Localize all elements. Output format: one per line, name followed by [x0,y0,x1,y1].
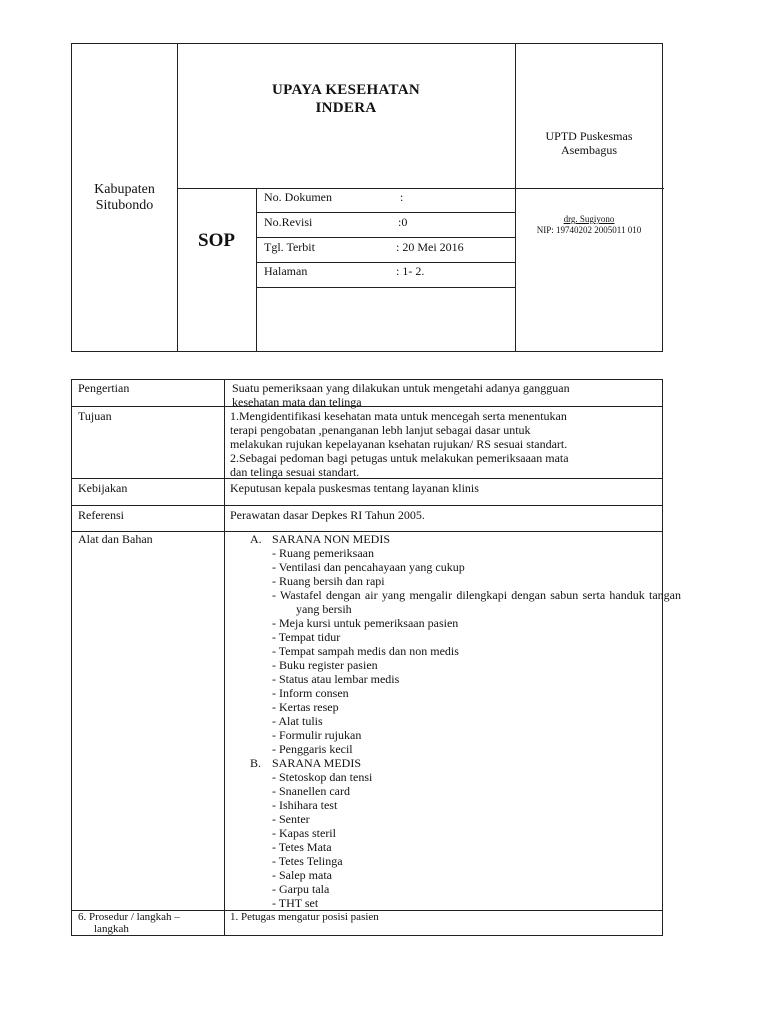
title-line: UPAYA KESEHATAN [271,82,420,98]
text-line: 1.Mengidentifikasi kesehatan mata untuk mencegah serta menentukan [230,409,567,423]
institution-line: UPTD Puskesmas [545,129,633,143]
text-line: melakukan rujukan kepelayanan ksehatan rujukan/ RS sesuai standart. [230,437,568,451]
row-label-kebijakan: Kebijakan [78,481,128,495]
meta-label: Halaman [264,264,308,278]
row-label-pengertian: Pengertian [78,381,130,395]
institution-name [515,129,663,157]
row-content-pengertian [232,381,659,409]
list-item: - Alat tulis [272,714,323,728]
text-line: terapi pengobatan ,penanganan lebh lanjut sebagai dasar untuk [230,423,531,437]
list-item: - Stetoskop dan tensi [272,770,373,784]
text-line: Suatu pemeriksaan yang dilakukan untuk mengetahi adanya gangguan [232,381,570,395]
meta-value: : [400,190,404,204]
list-item: - Formulir rujukan [272,728,362,742]
list-item: - Wastafel dengan air yang mengalir dilengkapi dengan sabun serta handuk tangan yang bersih [272,588,681,616]
list-item: - Tetes Mata [272,840,332,854]
list-item: - THT set [272,896,319,910]
document-title [177,81,515,117]
list-item: - Kapas steril [272,826,336,840]
list-item: - Tempat sampah medis dan non medis [272,644,459,658]
row-content-prosedur: 1. Petugas mengatur posisi pasien [230,911,379,923]
row-label-prosedur [78,911,223,935]
meta-value: :0 [398,215,408,229]
row-content-referensi: Perawatan dasar Depkes RI Tahun 2005. [230,508,425,522]
header-divider [177,188,664,189]
institution-line: Asembagus [561,143,617,157]
list-item: - Ishihara test [272,798,338,812]
regency-name [72,44,177,351]
table-divider [72,505,662,506]
list-item: - Tempat tidur [272,630,341,644]
signature-block [515,214,663,236]
sop-content-table [71,379,681,936]
section-letter: B. [250,756,262,770]
row-label-tujuan: Tujuan [78,409,112,423]
text-line: dan telinga sesuai standart. [230,465,360,479]
header-divider [515,44,516,351]
list-item: - Ventilasi dan pencahayaan yang cukup [272,560,465,574]
signer-name: drg. Sugiyono [563,214,615,224]
section-letter: A. [250,532,262,546]
section-title: SARANA MEDIS [272,756,362,770]
list-item: - Ruang pemeriksaan [272,546,374,560]
header-divider [256,287,515,288]
meta-value: : 20 Mei 2016 [396,240,464,254]
list-item: - Buku register pasien [272,658,378,672]
table-divider [224,380,225,935]
list-item: - Senter [272,812,310,826]
signer-nip: NIP: 19740202 2005011 010 [536,225,642,235]
list-item: - Penggaris kecil [272,742,353,756]
regency-line: Kabupaten [94,181,155,197]
row-content-alat-bahan [230,532,681,910]
label-line: langkah [94,923,129,935]
label-line: 6. Prosedur / langkah – [78,911,180,923]
list-item: - Meja kursi untuk pemeriksaan pasien [272,616,459,630]
list-item: - Salep mata [272,868,332,882]
row-label-referensi: Referensi [78,508,124,522]
row-content-tujuan [230,409,657,479]
header-divider [256,212,515,213]
list-item: - Snanellen card [272,784,350,798]
list-item: - Ruang bersih dan rapi [272,574,385,588]
section-title: SARANA NON MEDIS [272,532,391,546]
row-label-alat-bahan: Alat dan Bahan [78,532,153,546]
title-line: INDERA [315,100,377,116]
regency-line: Situbondo [95,197,154,213]
list-item: - Inform consen [272,686,349,700]
meta-label: No.Revisi [264,215,313,229]
row-content-kebijakan: Keputusan kepala puskesmas tentang layanan klinis [230,481,479,495]
text-line: kesehatan mata dan telinga [232,395,362,409]
sop-label: SOP [198,230,235,251]
meta-label: No. Dokumen [264,190,332,204]
list-item: - Status atau lembar medis [272,672,400,686]
meta-value: : 1- 2. [396,264,425,278]
header-divider [256,262,515,263]
list-item: - Kertas resep [272,700,339,714]
list-item: - Tetes Telinga [272,854,343,868]
header-divider [256,237,515,238]
sop-header-table [71,43,663,352]
list-item: - Garpu tala [272,882,330,896]
meta-label: Tgl. Terbit [264,240,315,254]
text-line: 2.Sebagai pedoman bagi petugas untuk melakukan pemeriksaaan mata [230,451,569,465]
